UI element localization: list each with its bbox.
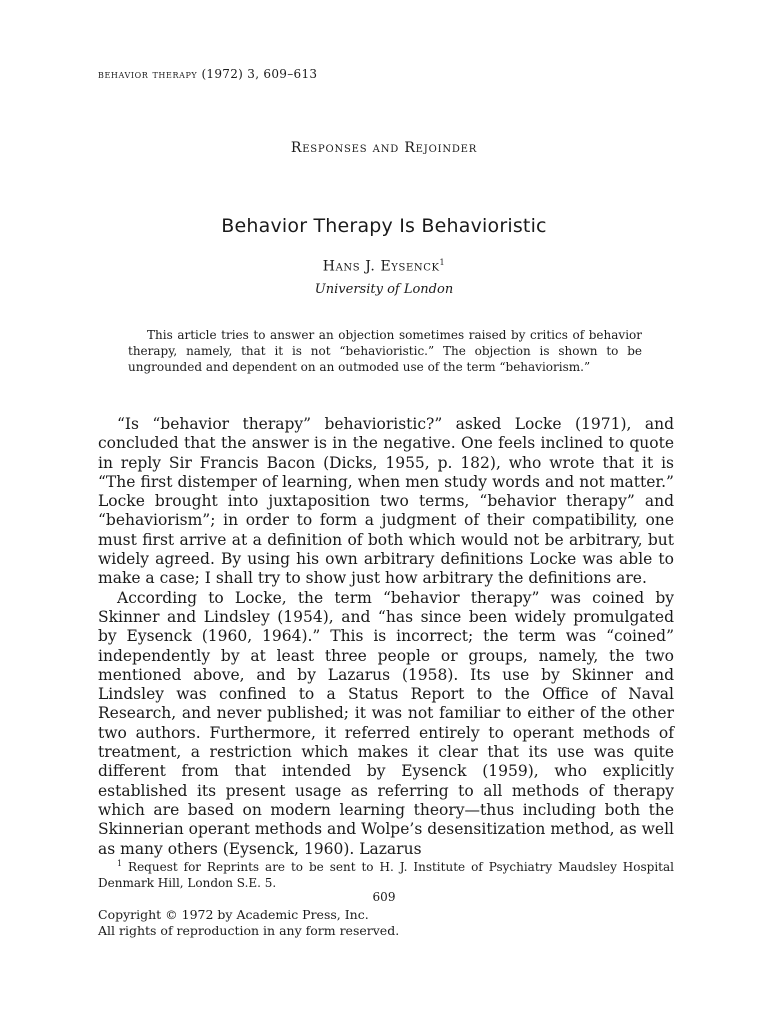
footnote-text [98, 856, 674, 891]
body-paragraph: “Is “behavior therapy” behavioristic?” asked Locke (1971), and concluded that the answer is in the negative. One feels inclined to quote in reply Sir Francis Bacon (Dicks, 1955, p. 182), who wrote that it is “The first distemper of learning, when men study words and not matter.” Locke brought into juxtaposition two terms, “behavior therapy” and “behaviorism”; in order to form a judgment of their compatibility, one must first arrive at a definition of both which would not be arbitrary, but widely agreed. By using his own arbitrary definitions Locke was able to make a case; I shall try to show just how arbitrary the definitions are. [98, 415, 674, 588]
abstract [128, 327, 642, 375]
footnote [98, 856, 674, 891]
copyright-notice [98, 907, 399, 939]
running-head [98, 67, 317, 81]
author-line [0, 258, 768, 275]
page-number: 609 [372, 890, 396, 904]
section-label: Responses and Rejoinder [290, 140, 478, 156]
abstract-text: This article tries to answer an objection sometimes raised by critics of behavior therapy, namely, that it is not “behavioristic.” The objection is shown to be ungrounded and dependent on an outmoded use of the term “behaviorism.” [128, 328, 642, 374]
article-body [98, 415, 674, 859]
rights-line: All rights of reproduction in any form reserved. [98, 923, 400, 938]
footnote-marker: 1 [117, 859, 123, 868]
author-footnote-marker: 1 [439, 258, 446, 267]
body-paragraph: According to Locke, the term “behavior therapy” was coined by Skinner and Lindsley (1954), and “has since been widely promulgated by Eysenck (1960, 1964).” This is incorrect; the term was “coined” independently by at least three people or groups, namely, the two mentioned above, and by Lazarus (1958). Its use by Skinner and Lindsley was confined to a Status Report to the Office of Naval Research, and never published; it was not familiar to either of the other two authors. Furthermore, it referred entirely to operant methods of treatment, a restriction which makes it clear that its use was quite different from that intended by Eysenck (1959), who explicitly established its present usage as referring to all methods of therapy which are based on modern learning theory—thus including both the Skinnerian operant methods and Wolpe’s desensitization method, as well as many others (Eysenck, 1960). Lazarus [98, 588, 675, 858]
journal-citation: (1972) 3, 609–613 [201, 67, 318, 81]
article-title: Behavior Therapy Is Behavioristic [221, 215, 547, 237]
journal-name: behavior therapy [98, 68, 198, 81]
footnote-body: Request for Reprints are to be sent to H. J. Institute of Psychiatry Maudsley Hospital Denmark Hill, London S.E. 5. [98, 860, 674, 890]
author-affiliation: University of London [314, 282, 454, 297]
copyright-line: Copyright © 1972 by Academic Press, Inc. [98, 907, 369, 922]
author-name: Hans J. Eysenck [322, 258, 440, 275]
